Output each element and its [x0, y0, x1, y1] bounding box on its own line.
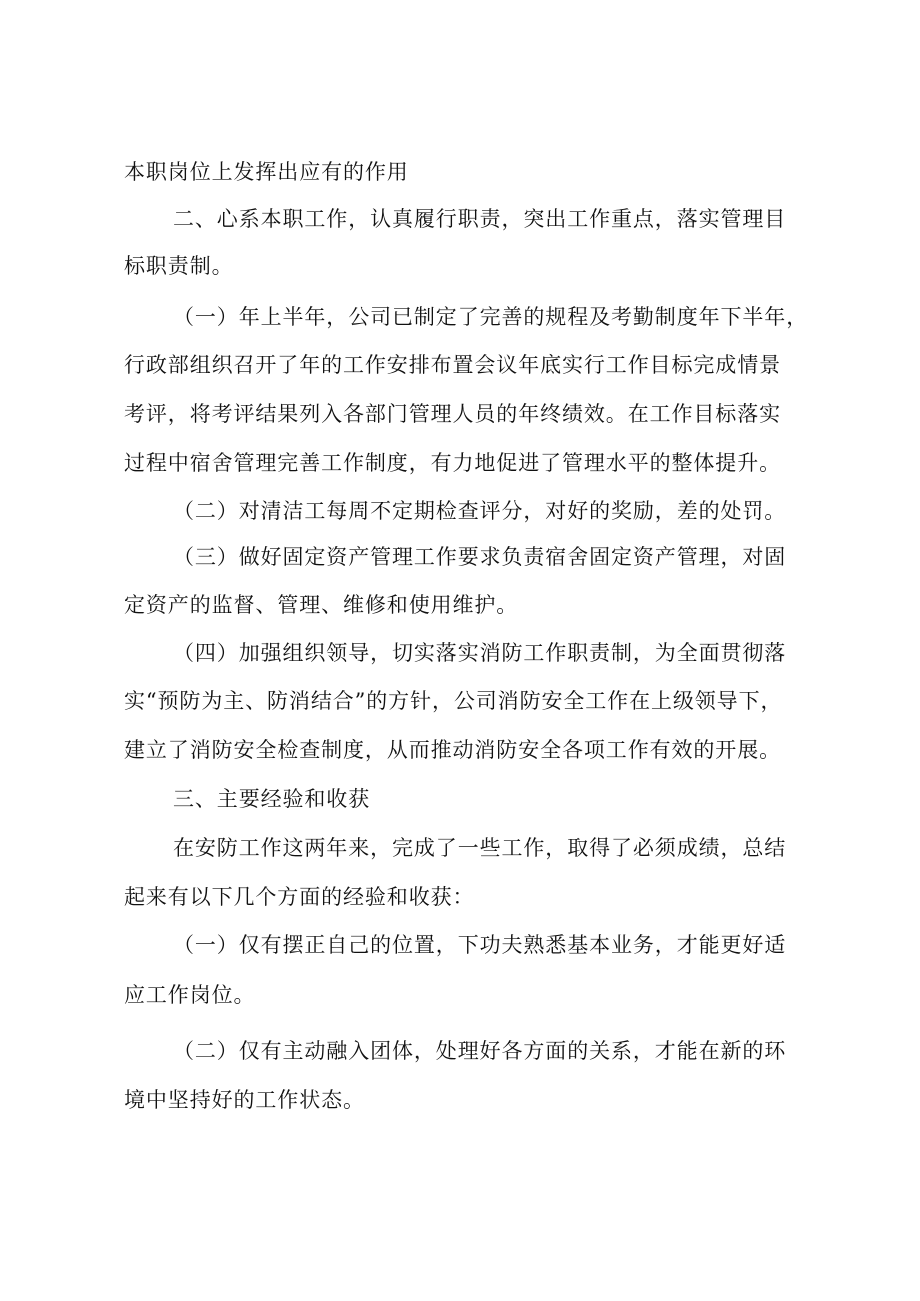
text-line: 起来有以下几个方面的经验和收获：: [124, 885, 475, 909]
text-line: 定资产的监督、管理、维修和使用维护。: [124, 593, 519, 617]
text-line: 标职责制。: [124, 254, 234, 278]
text-line: （三）做好固定资产管理工作要求负责宿舍固定资产管理，对固: [173, 545, 787, 569]
text-line: （二）对清洁工每周不定期检查评分，对好的奖励，差的处罚。: [173, 499, 787, 523]
section-heading: 三、主要经验和收获: [173, 787, 371, 811]
text-line: 过程中宿舍管理完善工作制度，有力地促进了管理水平的整体提升。: [124, 451, 781, 475]
text-line: （一）仅有摆正自己的位置，下功夫熟悉基本业务，才能更好适: [173, 933, 787, 957]
text-line: 应工作岗位。: [124, 983, 256, 1007]
text-line: 行政部组织召开了年的工作安排布置会议年底实行工作目标完成情景: [124, 353, 781, 377]
text-line: 二、心系本职工作，认真履行职责，突出工作重点，落实管理目: [173, 207, 787, 231]
text-line: 在安防工作这两年来，完成了一些工作，取得了必须成绩，总结: [173, 836, 787, 860]
text-line: 境中坚持好的工作状态。: [124, 1088, 365, 1112]
text-line: （一）年上半年，公司已制定了完善的规程及考勤制度年下半年，: [173, 305, 809, 329]
text-line: （二）仅有主动融入团体，处理好各方面的关系，才能在新的环: [173, 1039, 787, 1063]
text-line: 本职岗位上发挥出应有的作用: [124, 160, 409, 184]
text-line: 建立了消防安全检查制度，从而推动消防安全各项工作有效的开展。: [124, 738, 781, 762]
text-line: （四）加强组织领导，切实落实消防工作职责制，为全面贯彻落: [173, 641, 787, 665]
text-line: 考评，将考评结果列入各部门管理人员的年终绩效。在工作目标落实: [124, 402, 781, 426]
text-line: 实“预防为主、防消结合”的方针，公司消防安全工作在上级领导下，: [124, 689, 783, 713]
